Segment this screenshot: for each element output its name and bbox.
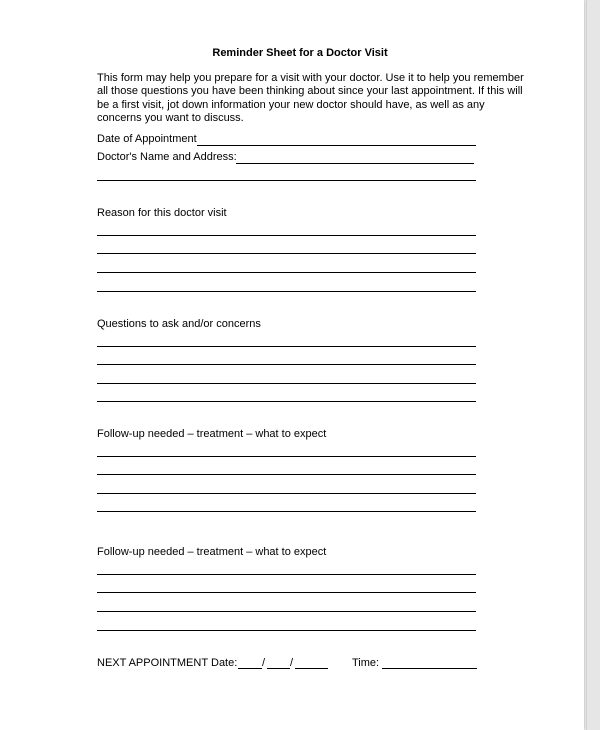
date-month-field[interactable]	[238, 668, 262, 669]
time-label: Time:	[352, 657, 380, 669]
form-title: Reminder Sheet for a Doctor Visit	[212, 47, 388, 59]
questions-line[interactable]	[97, 383, 476, 384]
followup-line[interactable]	[97, 611, 476, 612]
reason-line[interactable]	[97, 272, 476, 273]
reason-line[interactable]	[97, 235, 476, 236]
reason-line[interactable]	[97, 291, 476, 292]
intro-line: This form may help you prepare for a visit with your doctor. Use it to help you remember	[97, 72, 524, 84]
intro-paragraph	[97, 72, 527, 125]
doctor-name-address-label: Doctor's Name and Address:	[97, 151, 237, 163]
questions-line[interactable]	[97, 346, 476, 347]
reason-label: Reason for this doctor visit	[97, 207, 227, 219]
intro-line: concerns you want to discuss.	[97, 111, 244, 124]
date-slash: /	[262, 657, 266, 669]
followup-label-1: Follow-up needed – treatment – what to expect	[97, 428, 327, 440]
date-day-field[interactable]	[267, 668, 290, 669]
doctor-address-line[interactable]	[97, 180, 476, 181]
vertical-scrollbar[interactable]	[586, 0, 600, 730]
intro-line: all those questions you have been thinking about since your last appointment. If this will	[97, 85, 523, 98]
reason-line[interactable]	[97, 253, 476, 254]
followup-label-2: Follow-up needed – treatment – what to expect	[97, 546, 327, 558]
followup-line[interactable]	[97, 474, 476, 475]
questions-line[interactable]	[97, 364, 476, 365]
questions-label: Questions to ask and/or concerns	[97, 318, 261, 330]
followup-line[interactable]	[97, 574, 476, 575]
followup-line[interactable]	[97, 511, 476, 512]
date-of-appointment-label: Date of Appointment	[97, 133, 197, 145]
date-year-field[interactable]	[295, 668, 328, 669]
intro-line: be a first visit, jot down information your new doctor should have, as well as any	[97, 98, 485, 111]
followup-line[interactable]	[97, 630, 476, 631]
date-of-appointment-field[interactable]	[197, 145, 476, 146]
date-slash: /	[290, 657, 294, 669]
followup-line[interactable]	[97, 456, 476, 457]
doctor-name-address-field[interactable]	[236, 163, 474, 164]
time-field[interactable]	[382, 668, 477, 669]
next-appointment-label: NEXT APPOINTMENT	[97, 657, 209, 669]
date-label: Date:	[211, 657, 238, 669]
questions-line[interactable]	[97, 401, 476, 402]
followup-line[interactable]	[97, 493, 476, 494]
followup-line[interactable]	[97, 592, 476, 593]
